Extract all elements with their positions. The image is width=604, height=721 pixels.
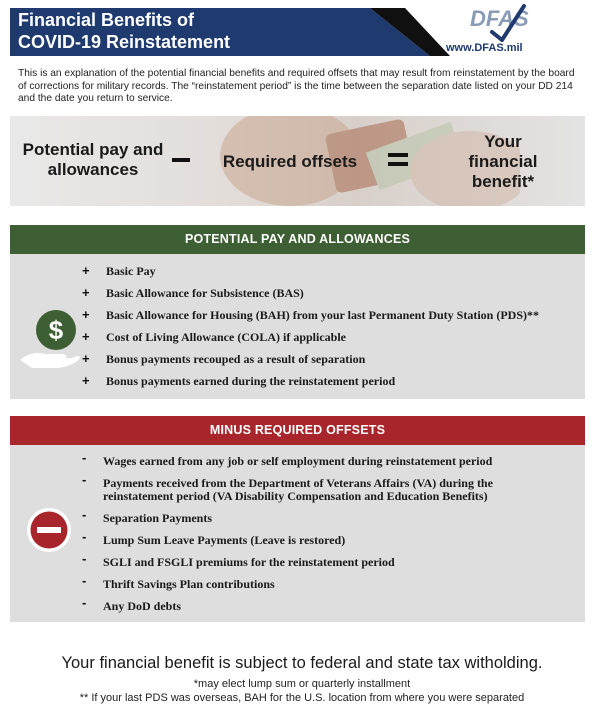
formula-offsets-label: Required offsets — [222, 152, 358, 171]
svg-text:$: $ — [48, 315, 64, 345]
formula-minus-sign — [172, 158, 190, 162]
plus-sign: + — [82, 285, 90, 300]
minus-sign: - — [82, 529, 87, 544]
pay-item: Basic Pay — [106, 264, 156, 278]
plus-sign: + — [82, 263, 90, 278]
formula-equals-sign — [388, 153, 408, 167]
plus-sign: + — [82, 351, 90, 366]
footnote-bah: ** If your last PDS was overseas, BAH for the U.S. location from where you were separated — [79, 692, 525, 704]
pay-section-heading: POTENTIAL PAY AND ALLOWANCES — [10, 225, 585, 254]
offset-item: Wages earned from any job or self employment during reinstatement period — [103, 454, 493, 468]
plus-sign: + — [82, 373, 90, 388]
page-title — [18, 9, 230, 53]
minus-sign: - — [82, 573, 87, 588]
plus-sign: + — [82, 329, 90, 344]
minus-sign: - — [82, 450, 87, 465]
pay-item: Bonus payments earned during the reinstatement period — [106, 374, 396, 388]
formula-pay-label: Potential pay and allowances — [22, 140, 164, 179]
pay-item: Bonus payments recouped as a result of separation — [106, 352, 366, 366]
offset-item: Lump Sum Leave Payments (Leave is restored) — [103, 533, 346, 547]
page-title-line-1: Financial Benefits of — [18, 10, 195, 30]
offset-item: Thrift Savings Plan contributions — [103, 577, 275, 591]
plus-sign: + — [82, 307, 90, 322]
header — [0, 0, 604, 62]
formula-banner — [10, 116, 585, 206]
footnote-lump-sum: *may elect lump sum or quarterly installment — [193, 678, 411, 690]
pay-section-body — [10, 254, 585, 399]
pay-item: Basic Allowance for Subsistence (BAS) — [106, 286, 304, 300]
intro-paragraph: This is an explanation of the potential financial benefits and required offsets that may result from reinstatement by the board of corrections for military records. The “reinstatement period” is the time between the separation date listed on your DD 214 and the date you return to service. — [18, 68, 575, 104]
minus-sign: - — [82, 507, 87, 522]
formula-benefit-label: Your financial benefit* — [468, 132, 538, 191]
logo-text: DFAS — [470, 6, 529, 31]
minus-sign: - — [82, 551, 87, 566]
dfas-logo — [462, 2, 542, 42]
minus-sign: - — [82, 472, 87, 487]
offset-item: Separation Payments — [103, 511, 212, 525]
tax-notice: Your financial benefit is subject to federal and state tax witholding. — [61, 654, 543, 672]
offset-item: Any DoD debts — [103, 599, 182, 613]
offset-item: SGLI and FSGLI premiums for the reinstatement period — [103, 555, 395, 569]
minus-sign: - — [82, 595, 87, 610]
site-url[interactable]: www.DFAS.mil — [446, 42, 523, 54]
pay-item: Cost of Living Allowance (COLA) if applicable — [106, 330, 347, 344]
page-title-line-2: COVID-19 Reinstatement — [18, 32, 231, 52]
offsets-section-heading: MINUS REQUIRED OFFSETS — [10, 416, 585, 445]
offset-item: Payments received from the Department of Veterans Affairs (VA) during the reinstatement period (VA Disability Compensation and Education Benefits) — [103, 476, 493, 503]
money-hand-icon — [18, 294, 82, 368]
minus-circle-icon — [26, 507, 72, 553]
offsets-section-body — [10, 445, 585, 622]
pay-item: Basic Allowance for Housing (BAH) from your last Permanent Duty Station (PDS)** — [106, 308, 539, 322]
